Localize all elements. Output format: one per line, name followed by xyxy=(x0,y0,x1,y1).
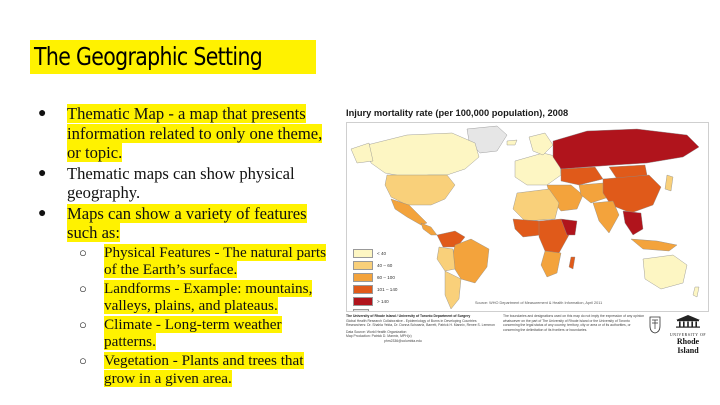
sub-bullet-marker: ○ xyxy=(79,244,87,260)
credits-line: Researchers: Dr. Shahla Yekta, Dr. Donna Schwartz, Barrett, Patrick H. Mannix, Renee S. Lemmon xyxy=(346,323,495,328)
map-new-zealand xyxy=(693,287,699,297)
sub-bullet-text: Landforms - Example: mountains, valleys, plains, and plateaus. xyxy=(104,279,313,315)
uri-building-icon xyxy=(674,314,702,328)
bullet-item xyxy=(30,164,335,203)
legend-item xyxy=(353,272,409,283)
map-alaska xyxy=(351,143,373,163)
map-source-note: Source: WHO Department of Measurement & Health Information, April 2011 xyxy=(475,301,603,305)
credits-line: phm2336@columbia.edu xyxy=(384,338,422,343)
map-argentina-chile xyxy=(445,271,461,309)
sub-bullet-item xyxy=(30,352,335,387)
sub-bullet-marker: ○ xyxy=(79,353,87,369)
sub-bullet-text: Climate - Long-term weather patterns. xyxy=(104,315,282,351)
sub-bullet-text: Vegetation - Plants and trees that grow in a given area. xyxy=(104,352,304,387)
map-india xyxy=(593,201,619,233)
legend-swatch xyxy=(353,261,373,270)
map-legend xyxy=(353,248,409,312)
sub-bullet-marker: ○ xyxy=(79,316,87,332)
legend-label: 40 – 60 xyxy=(377,263,393,268)
legend-label: < 40 xyxy=(377,251,387,256)
legend-swatch xyxy=(353,273,373,282)
uri-logo-small-text: UNIVERSITY OF xyxy=(669,333,707,337)
map-north-africa xyxy=(513,189,559,221)
map-kazakhstan xyxy=(561,167,603,185)
bullet-list xyxy=(30,104,335,388)
map-peru-bolivia xyxy=(437,247,455,271)
bullet-item xyxy=(30,104,335,163)
bullet-text: Thematic maps can show physical geography. xyxy=(67,163,295,202)
legend-item xyxy=(353,248,409,259)
bullet-marker: ● xyxy=(38,205,47,221)
map-title: Injury mortality rate (per 100,000 population), 2008 xyxy=(346,108,569,118)
map-japan xyxy=(665,175,673,191)
map-madagascar xyxy=(569,257,575,269)
legend-label xyxy=(373,311,409,312)
map-australia xyxy=(643,255,687,289)
legend-label: 101 – 140 xyxy=(377,287,398,292)
sub-bullet-item xyxy=(30,244,335,279)
legend-swatch xyxy=(353,285,373,294)
footer-disclaimer: The boundaries and designations used on this map do not imply the expression of any opinion whatsoever on the part of The University of Rhode Island or the University of Toronto concerning the legal status of any country, territory, city or area or of its authorities, or concerning the delimitation of its frontiers or boundaries. xyxy=(503,314,645,332)
legend-swatch xyxy=(353,297,373,306)
legend-label: > 140 xyxy=(377,299,389,304)
legend-item xyxy=(353,308,409,312)
bullet-item xyxy=(30,204,335,243)
legend-swatch xyxy=(353,309,369,312)
credits-line: Map Production: Patrick D. Mannix, MPH(c) xyxy=(346,334,412,339)
map-scandinavia xyxy=(529,133,553,155)
map-indonesia xyxy=(631,239,677,251)
legend-item xyxy=(353,296,409,307)
sub-bullet-item xyxy=(30,280,335,315)
world-map xyxy=(346,122,709,312)
map-russia xyxy=(553,129,699,169)
footer-credits xyxy=(346,314,496,344)
credits-line: The University of Rhode Island / University of Toronto Department of Surgery xyxy=(346,314,471,318)
credits-line: Data Source: World Health Organization xyxy=(346,329,407,334)
legend-label: 60 – 100 xyxy=(377,275,395,280)
university-crest-icon xyxy=(649,316,661,334)
sub-bullet-text: Physical Features - The natural parts of the Earth’s surface. xyxy=(104,243,326,279)
sub-bullet-item xyxy=(30,316,335,351)
legend-item xyxy=(353,284,409,295)
bullet-text: Maps can show a variety of features such as: xyxy=(67,203,307,242)
map-west-africa xyxy=(513,219,541,237)
legend-item xyxy=(353,260,409,271)
map-se-asia xyxy=(623,211,643,235)
bullet-text: Thematic Map - a map that presents information related to only one theme, or topic. xyxy=(67,104,323,162)
bullet-marker: ● xyxy=(38,106,47,121)
map-central-america xyxy=(421,223,437,235)
uri-logo-name: Rhode Island xyxy=(676,337,700,355)
bullet-marker: ● xyxy=(38,165,47,181)
credits-line: Global Health Research Collaborative - Epidemiology of Burns in Developing Countries xyxy=(346,318,477,323)
map-brazil xyxy=(451,239,489,283)
thematic-map-image xyxy=(343,100,709,398)
legend-swatch xyxy=(353,249,373,258)
map-southern-africa xyxy=(541,251,561,277)
slide-title: The Geographic Setting xyxy=(30,40,316,74)
uri-logo xyxy=(668,314,708,354)
map-canada xyxy=(367,133,479,177)
map-iceland xyxy=(507,140,517,145)
map-footer xyxy=(346,314,710,384)
sub-bullet-marker: ○ xyxy=(79,280,87,296)
